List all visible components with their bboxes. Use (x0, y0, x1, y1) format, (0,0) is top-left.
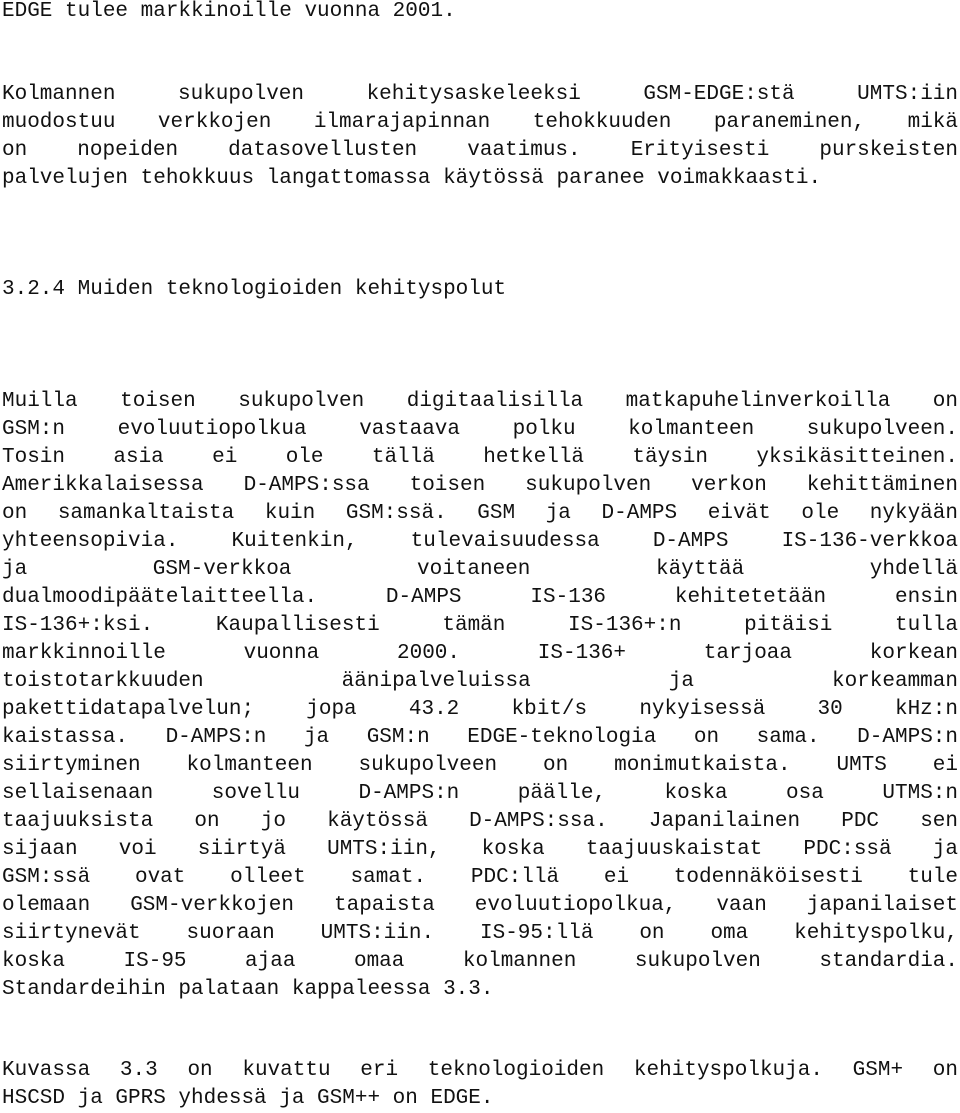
paragraph-line: markkinnoille vuonna 2000. IS-136+ tarjoaa korkean (2, 642, 958, 665)
paragraph-line: sijaan voi siirtyä UMTS:iin, koska taajuuskaistat PDC:ssä ja (2, 838, 958, 861)
paragraph-line: olemaan GSM-verkkojen tapaista evoluutiopolkua, vaan japanilaiset (2, 894, 958, 917)
paragraph-line: on samankaltaista kuin GSM:ssä. GSM ja D-AMPS eivät ole nykyään (2, 502, 958, 525)
paragraph-line: GSM:ssä ovat olleet samat. PDC:llä ei todennäköisesti tule (2, 866, 958, 889)
paragraph-line: Kolmannen sukupolven kehitysaskeleeksi GSM-EDGE:stä UMTS:iin (2, 83, 958, 106)
paragraph-line: siirtynevät suoraan UMTS:iin. IS-95:llä on oma kehityspolku, (2, 922, 958, 945)
paragraph-line: sellaisenaan sovellu D-AMPS:n päälle, koska osa UTMS:n (2, 782, 958, 805)
paragraph-line: IS-136+:ksi. Kaupallisesti tämän IS-136+:n pitäisi tulla (2, 614, 958, 637)
paragraph-line: siirtyminen kolmanteen sukupolveen on monimutkaista. UMTS ei (2, 754, 958, 777)
paragraph-line: Amerikkalaisessa D-AMPS:ssa toisen sukupolven verkon kehittäminen (2, 474, 958, 497)
paragraph-line: dualmoodipäätelaitteella. D-AMPS IS-136 kehitetetään ensin (2, 586, 958, 609)
paragraph-line: toistotarkkuuden äänipalveluissa ja korkeamman (2, 670, 958, 693)
paragraph-line: HSCSD ja GPRS yhdessä ja GSM++ on EDGE. (2, 1087, 494, 1110)
intro-line: EDGE tulee markkinoille vuonna 2001. (2, 0, 456, 23)
paragraph-line: yhteensopivia. Kuitenkin, tulevaisuudessa D-AMPS IS-136-verkkoa (2, 530, 958, 553)
paragraph-line: on nopeiden datasovellusten vaatimus. Erityisesti purskeisten (2, 139, 958, 162)
paragraph-line: ja GSM-verkkoa voitaneen käyttää yhdellä (2, 558, 958, 581)
paragraph-line: Muilla toisen sukupolven digitaalisilla matkapuhelinverkoilla on (2, 390, 958, 413)
paragraph-line: Standardeihin palataan kappaleessa 3.3. (2, 978, 494, 1001)
paragraph-line: pakettidatapalvelun; jopa 43.2 kbit/s nykyisessä 30 kHz:n (2, 698, 958, 721)
section-heading: 3.2.4 Muiden teknologioiden kehityspolut (2, 278, 507, 301)
paragraph-line: Tosin asia ei ole tällä hetkellä täysin yksikäsitteinen. (2, 446, 958, 469)
paragraph-line: palvelujen tehokkuus langattomassa käytössä paranee voimakkaasti. (2, 167, 822, 190)
paragraph-line: taajuuksista on jo käytössä D-AMPS:ssa. Japanilainen PDC sen (2, 810, 958, 833)
paragraph-line: Kuvassa 3.3 on kuvattu eri teknologioiden kehityspolkuja. GSM+ on (2, 1059, 958, 1082)
paragraph-line: muodostuu verkkojen ilmarajapinnan tehokkuuden paraneminen, mikä (2, 111, 958, 134)
paragraph-line: koska IS-95 ajaa omaa kolmannen sukupolven standardia. (2, 950, 958, 973)
paragraph-line: kaistassa. D-AMPS:n ja GSM:n EDGE-teknologia on sama. D-AMPS:n (2, 726, 958, 749)
paragraph-line: GSM:n evoluutiopolkua vastaava polku kolmanteen sukupolveen. (2, 418, 958, 441)
